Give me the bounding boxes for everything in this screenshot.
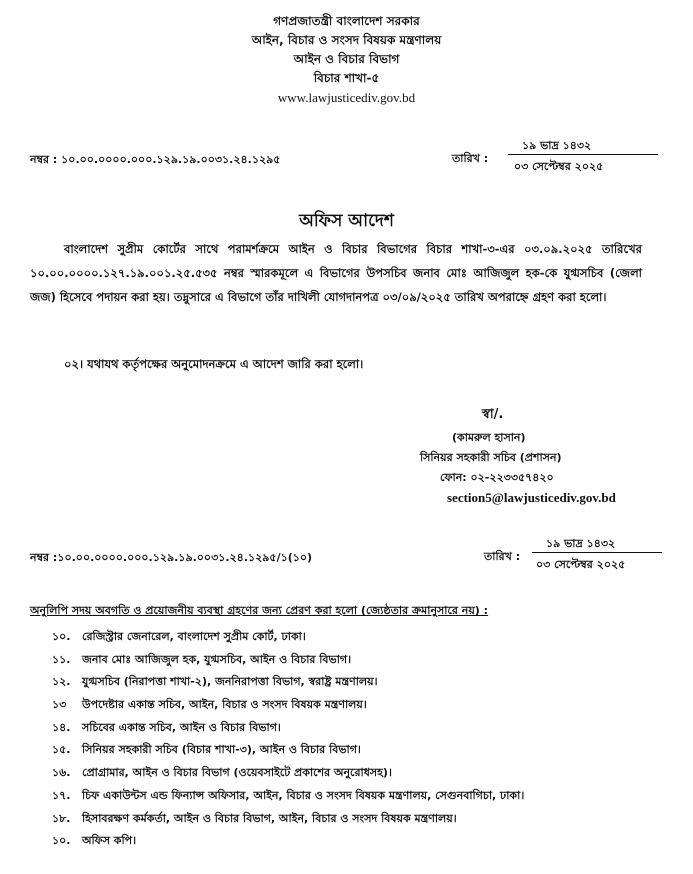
signature-mark: স্বা/.	[482, 407, 504, 422]
letterhead	[0, 12, 693, 107]
list-item: ১৬. প্রোগ্রামার, আইন ও বিচার বিভাগ (ওয়েবসাইটে প্রকাশের অনুরোধসহ)।	[52, 766, 392, 780]
signatory-phone: ফোন: ০২-২২৩৩৫৭৪২০	[440, 471, 554, 484]
signatory-name: (কামরুল হাসান)	[452, 431, 526, 444]
copy-list	[52, 628, 672, 855]
date-divider-copy	[532, 552, 662, 553]
list-item: ১১. জনাব মোঃ আজিজুল হক, যুগ্মসচিব, আইন ও বিচার বিভাগ।	[52, 652, 352, 666]
signatory-email[interactable]: section5@lawjusticediv.gov.bd	[447, 490, 616, 505]
section-name: বিচার শাখা-৫	[313, 71, 380, 85]
date-gregorian-copy: ০৩ সেপ্টেম্বর ২০২৫	[536, 558, 626, 571]
date-gregorian: ০৩ সেপ্টেম্বর ২০২৫	[514, 160, 604, 173]
website-link[interactable]: www.lawjusticediv.gov.bd	[277, 90, 416, 105]
ministry-name: আইন, বিচার ও সংসদ বিষয়ক মন্ত্রণালয়	[251, 33, 442, 47]
list-item: ১৮. হিসাবরক্ষণ কর্মকর্তা, আইন ও বিচার বিভাগ, আইন, বিচার ও সংসদ বিষয়ক মন্ত্রণালয়।	[52, 811, 457, 825]
memo-number-copy: নম্বর :১০.০০.০০০০.০০০.১২৯.১৯.০০৩১.২৪.১২৯৫/১(১০)	[30, 551, 313, 564]
date-label: তারিখ :	[452, 152, 489, 165]
list-item: ১৭. চিফ একাউন্টস এন্ড ফিন্যান্স অফিসার, আইন, বিচার ও সংসদ বিষয়ক মন্ত্রণালয়, সেগুনবাগিচা, ঢাকা।	[52, 788, 525, 802]
order-title: অফিস আদেশ	[299, 211, 394, 231]
list-item: ১৩ উপদেষ্টার একান্ত সচিব, আইন, বিচার ও সংসদ বিষয়ক মন্ত্রণালয়।	[52, 698, 367, 712]
list-item: ১০. রেজিস্ট্রার জেনারেল, বাংলাদেশ সুপ্রীম কোর্ট, ঢাকা।	[52, 630, 306, 643]
date-bangla-copy: ১৯ ভাদ্র ১৪৩২	[546, 537, 616, 550]
memo-number: নম্বর : ১০.০০.০০০০.০০০.১২৯.১৯.০০৩১.২৪.১২৯৫	[30, 153, 281, 166]
order-paragraph-1: বাংলাদেশ সুপ্রীম কোর্টের সাথে পরামর্শক্রমে আইন ও বিচার বিভাগের বিচার শাখা-৩-এর ০৩.০৯.২০২৫ তারিখের ১০.০০.০০০০.১২৭.১৯.০০১.২৫.৫৩৫ নম্বর স্মারকমূলে এ বিভাগের উপসচিব জনাব মোঃ আজিজুল হক-কে যুগ্মসচিব (জেলা জজ) হিসেবে পদায়ন করা হয়। তদ্নুসারে এ বিভাগে তাঁর দাখিলী যোগদানপত্র ০৩/০৯/২০২৫ তারিখ অপরাহ্নে গ্রহণ করা হলো।	[30, 242, 642, 304]
list-item: ১৪. সচিবের একান্ত সচিব, আইন ও বিচার বিভাগ।	[52, 720, 281, 734]
list-item: ১০. অফিস কপি।	[52, 834, 137, 848]
copy-heading: অনুলিপি সদয় অবগতি ও প্রয়োজনীয় ব্যবস্থা গ্রহণের জন্য প্রেরণ করা হলো (জ্যেষ্ঠতার ক্রমানুসারে নয়) :	[30, 604, 489, 617]
signatory-designation: সিনিয়র সহকারী সচিব (প্রশাসন)	[420, 451, 562, 464]
government-name: গণপ্রজাতন্ত্রী বাংলাদেশ সরকার	[273, 14, 420, 28]
date-block-copy	[532, 529, 662, 573]
list-item: ১২. যুগ্মসচিব (নিরাপত্তা শাখা-২), জননিরাপত্তা বিভাগ, স্বরাষ্ট্র মন্ত্রণালয়।	[52, 675, 378, 689]
order-paragraph-2: ০২। যথাযথ কর্তৃপক্ষের অনুমোদনক্রমে এ আদেশ জারি করা হলো।	[64, 357, 364, 371]
date-divider	[508, 154, 658, 155]
date-label-copy: তারিখ :	[484, 550, 521, 563]
date-block	[508, 131, 658, 175]
division-name: আইন ও বিচার বিভাগ	[293, 52, 400, 66]
list-item: ১৫. সিনিয়র সহকারী সচিব (বিচার শাখা-৩), আইন ও বিচার বিভাগ।	[52, 743, 361, 757]
date-bangla: ১৯ ভাদ্র ১৪৩২	[522, 139, 592, 152]
